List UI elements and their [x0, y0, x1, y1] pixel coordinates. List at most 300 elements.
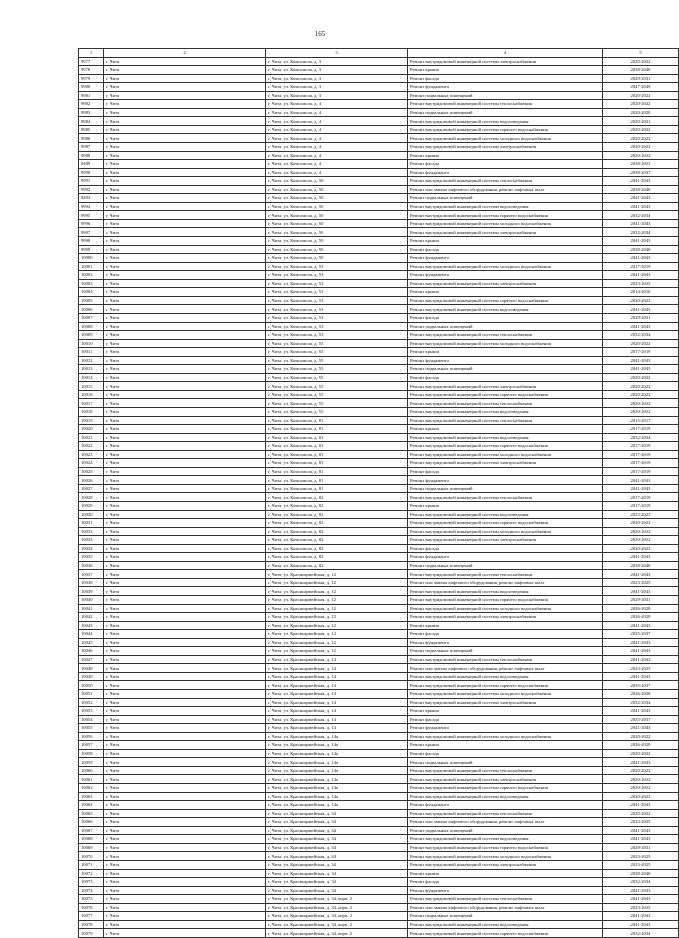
table-row	[79, 83, 679, 92]
table-row	[79, 809, 679, 818]
period-cell: 2020-2022	[603, 732, 679, 741]
row-number-cell: 10010	[79, 339, 104, 348]
address-cell: г. Чита, ул. Комсомола, д. 4	[266, 151, 408, 160]
settlement-cell: г. Чита	[104, 766, 266, 775]
period-cell: 2041-2043	[603, 305, 679, 314]
work-type-cell: Ремонт подвальных помещений	[408, 758, 603, 767]
table-row	[79, 288, 679, 297]
work-type-cell: Ремонт или замена лифтового оборудования, ремонт лифтовых шахт	[408, 664, 603, 673]
work-type-cell: Ремонт подвальных помещений	[408, 194, 603, 203]
address-cell: г. Чита, ул. Комсомола, д. 50	[266, 177, 408, 186]
address-cell: г. Чита, ул. Комсомола, д. 53	[266, 262, 408, 271]
work-type-cell: Ремонт фундамента	[408, 886, 603, 895]
address-cell: г. Чита, ул. Красноармейская, д. 34	[266, 869, 408, 878]
period-cell: 2041-2043	[603, 912, 679, 921]
address-cell: г. Чита, ул. Красноармейская, д. 34, корп. 2	[266, 929, 408, 938]
period-cell: 2020-2022	[603, 792, 679, 801]
work-type-cell: Ремонт внутридомовой инженерной системы водоотведения	[408, 920, 603, 929]
settlement-cell: г. Чита	[104, 177, 266, 186]
address-cell: г. Чита, ул. Красноармейская, д. 12	[266, 621, 408, 630]
work-type-cell: Ремонт внутридомовой инженерной системы водоотведения	[408, 835, 603, 844]
work-type-cell: Ремонт фундамента	[408, 356, 603, 365]
settlement-cell: г. Чита	[104, 331, 266, 340]
address-cell: г. Чита, ул. Красноармейская, д. 12	[266, 596, 408, 605]
row-number-cell: 10011	[79, 348, 104, 357]
row-number-cell: 10000	[79, 254, 104, 263]
address-cell: г. Чита, ул. Комсомола, д. 4	[266, 100, 408, 109]
period-cell: 2017-2019	[603, 501, 679, 510]
address-cell: г. Чита, ул. Красноармейская, д. 12	[266, 630, 408, 639]
row-number-cell: 10079	[79, 929, 104, 938]
period-cell: 2041-2043	[603, 895, 679, 904]
address-cell: г. Чита, ул. Красноармейская, д. 14а	[266, 749, 408, 758]
row-number-cell: 10037	[79, 570, 104, 579]
settlement-cell: г. Чита	[104, 501, 266, 510]
table-row	[79, 835, 679, 844]
address-cell: г. Чита, ул. Комсомола, д. 81	[266, 476, 408, 485]
address-cell: г. Чита, ул. Комсомола, д. 4	[266, 168, 408, 177]
work-type-cell: Ремонт внутридомовой инженерной системы холодного водоснабжения	[408, 604, 603, 613]
table-row	[79, 655, 679, 664]
period-cell: 2041-2043	[603, 724, 679, 733]
address-cell: г. Чита, ул. Комсомола, д. 50	[266, 194, 408, 203]
period-cell: 2032-2034	[603, 331, 679, 340]
settlement-cell: г. Чита	[104, 442, 266, 451]
settlement-cell: г. Чита	[104, 869, 266, 878]
settlement-cell: г. Чита	[104, 587, 266, 596]
settlement-cell: г. Чита	[104, 83, 266, 92]
settlement-cell: г. Чита	[104, 185, 266, 194]
address-cell: г. Чита, ул. Красноармейская, д. 14	[266, 664, 408, 673]
row-number-cell: 10017	[79, 399, 104, 408]
table-row	[79, 296, 679, 305]
row-number-cell: 10063	[79, 792, 104, 801]
table-row	[79, 587, 679, 596]
period-cell: 2041-2043	[603, 237, 679, 246]
settlement-cell: г. Чита	[104, 433, 266, 442]
row-number-cell: 9988	[79, 151, 104, 160]
row-number-cell: 10021	[79, 433, 104, 442]
settlement-cell: г. Чита	[104, 254, 266, 263]
work-type-cell: Ремонт внутридомовой инженерной системы горячего водоснабжения	[408, 784, 603, 793]
address-cell: г. Чита, ул. Красноармейская, д. 34, корп. 2	[266, 903, 408, 912]
address-cell: г. Чита, ул. Красноармейская, д. 14	[266, 690, 408, 699]
work-type-cell: Ремонт внутридомовой инженерной системы электроснабжения	[408, 279, 603, 288]
address-cell: г. Чита, ул. Комсомола, д. 82	[266, 519, 408, 528]
work-type-cell: Ремонт фасада	[408, 878, 603, 887]
period-cell: 2032-2034	[603, 228, 679, 237]
settlement-cell: г. Чита	[104, 279, 266, 288]
address-cell: г. Чита, ул. Комсомола, д. 53	[266, 313, 408, 322]
period-cell: 2020-2022	[603, 544, 679, 553]
work-type-cell: Ремонт фундамента	[408, 83, 603, 92]
period-cell: 2029-2031	[603, 313, 679, 322]
settlement-cell: г. Чита	[104, 826, 266, 835]
settlement-cell: г. Чита	[104, 510, 266, 519]
period-cell: 2020-2022	[603, 527, 679, 536]
work-type-cell: Ремонт фундамента	[408, 168, 603, 177]
address-cell: г. Чита, ул. Комсомола, д. 82	[266, 510, 408, 519]
address-cell: г. Чита, ул. Комсомола, д. 53	[266, 279, 408, 288]
table-row	[79, 912, 679, 921]
period-cell: 2020-2022	[603, 296, 679, 305]
address-cell: г. Чита, ул. Красноармейская, д. 12	[266, 604, 408, 613]
settlement-cell: г. Чита	[104, 348, 266, 357]
work-type-cell: Ремонт внутридомовой инженерной системы горячего водоснабжения	[408, 519, 603, 528]
work-type-cell: Ремонт внутридомовой инженерной системы водоотведения	[408, 202, 603, 211]
table-row	[79, 279, 679, 288]
settlement-cell: г. Чита	[104, 630, 266, 639]
settlement-cell: г. Чита	[104, 647, 266, 656]
table-row	[79, 160, 679, 169]
period-cell: 2041-2043	[603, 254, 679, 263]
work-type-cell: Ремонт внутридомовой инженерной системы электроснабжения	[408, 459, 603, 468]
row-number-cell: 9990	[79, 168, 104, 177]
row-number-cell: 10043	[79, 621, 104, 630]
address-cell: г. Чита, ул. Красноармейская, д. 14	[266, 715, 408, 724]
period-cell: 2035-2037	[603, 715, 679, 724]
work-type-cell: Ремонт внутридомовой инженерной системы водоотведения	[408, 305, 603, 314]
row-number-cell: 10042	[79, 613, 104, 622]
table-row	[79, 373, 679, 382]
address-cell: г. Чита, ул. Комсомола, д. 81	[266, 484, 408, 493]
settlement-cell: г. Чита	[104, 356, 266, 365]
table-row	[79, 407, 679, 416]
address-cell: г. Чита, ул. Красноармейская, д. 12	[266, 570, 408, 579]
work-type-cell: Ремонт внутридомовой инженерной системы холодного водоснабжения	[408, 852, 603, 861]
settlement-cell: г. Чита	[104, 792, 266, 801]
row-number-cell: 10012	[79, 356, 104, 365]
settlement-cell: г. Чита	[104, 245, 266, 254]
address-cell: г. Чита, ул. Красноармейская, д. 34	[266, 835, 408, 844]
address-cell: г. Чита, ул. Комсомола, д. 82	[266, 493, 408, 502]
address-cell: г. Чита, ул. Комсомола, д. 82	[266, 544, 408, 553]
period-cell: 2041-2043	[603, 271, 679, 280]
settlement-cell: г. Чита	[104, 672, 266, 681]
table-row	[79, 852, 679, 861]
period-cell: 2041-2043	[603, 484, 679, 493]
work-type-cell: Ремонт подвальных помещений	[408, 322, 603, 331]
period-cell: 2023-2025	[603, 818, 679, 827]
row-number-cell: 10013	[79, 365, 104, 374]
settlement-cell: г. Чита	[104, 202, 266, 211]
work-type-cell: Ремонт или замена лифтового оборудования, ремонт лифтовых шахт	[408, 185, 603, 194]
row-number-cell: 10002	[79, 271, 104, 280]
row-number-cell: 10014	[79, 373, 104, 382]
period-cell: 2017-2019	[603, 262, 679, 271]
row-number-cell: 9986	[79, 134, 104, 143]
settlement-cell: г. Чита	[104, 143, 266, 152]
settlement-cell: г. Чита	[104, 655, 266, 664]
address-cell: г. Чита, ул. Комсомола, д. 55	[266, 382, 408, 391]
table-row	[79, 151, 679, 160]
period-cell: 2017-2019	[603, 348, 679, 357]
address-cell: г. Чита, ул. Комсомола, д. 82	[266, 553, 408, 562]
address-cell: г. Чита, ул. Красноармейская, д. 34	[266, 852, 408, 861]
work-type-cell: Ремонт фасада	[408, 544, 603, 553]
period-cell: 2023-2025	[603, 279, 679, 288]
address-cell: г. Чита, ул. Комсомола, д. 55	[266, 399, 408, 408]
address-cell: г. Чита, ул. Комсомола, д. 50	[266, 245, 408, 254]
address-cell: г. Чита, ул. Комсомола, д. 55	[266, 373, 408, 382]
row-number-cell: 10008	[79, 322, 104, 331]
work-type-cell: Ремонт внутридомовой инженерной системы горячего водоснабжения	[408, 442, 603, 451]
row-number-cell: 10020	[79, 425, 104, 434]
table-row	[79, 467, 679, 476]
period-cell: 2038-2040	[603, 869, 679, 878]
period-cell: 2020-2021	[603, 117, 679, 126]
period-cell: 2041-2043	[603, 219, 679, 228]
row-number-cell: 9992	[79, 185, 104, 194]
table-row	[79, 382, 679, 391]
row-number-cell: 10074	[79, 886, 104, 895]
settlement-cell: г. Чита	[104, 749, 266, 758]
address-cell: г. Чита, ул. Комсомола, д. 50	[266, 185, 408, 194]
row-number-cell: 10051	[79, 690, 104, 699]
row-number-cell: 10060	[79, 766, 104, 775]
settlement-cell: г. Чита	[104, 715, 266, 724]
settlement-cell: г. Чита	[104, 425, 266, 434]
address-cell: г. Чита, ул. Комсомола, д. 4	[266, 143, 408, 152]
row-number-cell: 9980	[79, 83, 104, 92]
settlement-cell: г. Чита	[104, 339, 266, 348]
row-number-cell: 9982	[79, 100, 104, 109]
period-cell: 2023-2025	[603, 903, 679, 912]
table-row	[79, 339, 679, 348]
row-number-cell: 9489	[79, 160, 104, 169]
settlement-cell: г. Чита	[104, 125, 266, 134]
period-cell: 2017-2019	[603, 467, 679, 476]
settlement-cell: г. Чита	[104, 134, 266, 143]
table-row	[79, 758, 679, 767]
period-cell: 2020-2022	[603, 784, 679, 793]
address-cell: г. Чита, ул. Красноармейская, д. 14	[266, 724, 408, 733]
table-row	[79, 715, 679, 724]
row-number-cell: 9996	[79, 219, 104, 228]
settlement-cell: г. Чита	[104, 450, 266, 459]
period-cell: 2026-2028	[603, 741, 679, 750]
work-type-cell: Ремонт крыши	[408, 621, 603, 630]
period-cell: 2017-2019	[603, 442, 679, 451]
address-cell: г. Чита, ул. Комсомола, д. 3	[266, 74, 408, 83]
address-cell: г. Чита, ул. Комсомола, д. 3	[266, 66, 408, 75]
settlement-cell: г. Чита	[104, 561, 266, 570]
row-number-cell: 10052	[79, 698, 104, 707]
table-row	[79, 553, 679, 562]
table-row	[79, 749, 679, 758]
address-cell: г. Чита, ул. Комсомола, д. 50	[266, 254, 408, 263]
period-cell: 2041-2043	[603, 587, 679, 596]
settlement-cell: г. Чита	[104, 237, 266, 246]
work-type-cell: Ремонт внутридомовой инженерной системы теплоснабжения	[408, 493, 603, 502]
table-row	[79, 211, 679, 220]
table-row	[79, 390, 679, 399]
settlement-cell: г. Чита	[104, 732, 266, 741]
row-number-cell: 10065	[79, 809, 104, 818]
table-row	[79, 578, 679, 587]
period-cell: 2017-2019	[603, 459, 679, 468]
row-number-cell: 10057	[79, 741, 104, 750]
table-row	[79, 903, 679, 912]
table-row	[79, 895, 679, 904]
period-cell: 2017-2019	[603, 450, 679, 459]
work-type-cell: Ремонт крыши	[408, 66, 603, 75]
address-cell: г. Чита, ул. Красноармейская, д. 14	[266, 707, 408, 716]
settlement-cell: г. Чита	[104, 596, 266, 605]
settlement-cell: г. Чита	[104, 843, 266, 852]
settlement-cell: г. Чита	[104, 493, 266, 502]
work-type-cell: Ремонт внутридомовой инженерной системы теплоснабжения	[408, 809, 603, 818]
row-number-cell: 9981	[79, 91, 104, 100]
row-number-cell: 10076	[79, 903, 104, 912]
work-type-cell: Ремонт внутридомовой инженерной системы электроснабжения	[408, 775, 603, 784]
settlement-cell: г. Чита	[104, 151, 266, 160]
work-type-cell: Ремонт крыши	[408, 707, 603, 716]
table-row	[79, 100, 679, 109]
period-cell: 2041-2043	[603, 835, 679, 844]
table-row	[79, 177, 679, 186]
work-type-cell: Ремонт крыши	[408, 237, 603, 246]
work-type-cell: Ремонт фасада	[408, 630, 603, 639]
settlement-cell: г. Чита	[104, 390, 266, 399]
table-row	[79, 484, 679, 493]
address-cell: г. Чита, ул. Комсомола, д. 55	[266, 390, 408, 399]
settlement-cell: г. Чита	[104, 920, 266, 929]
row-number-cell: 10061	[79, 775, 104, 784]
settlement-cell: г. Чита	[104, 835, 266, 844]
settlement-cell: г. Чита	[104, 544, 266, 553]
address-cell: г. Чита, ул. Комсомола, д. 55	[266, 348, 408, 357]
address-cell: г. Чита, ул. Красноармейская, д. 12	[266, 638, 408, 647]
address-cell: г. Чита, ул. Комсомола, д. 53	[266, 305, 408, 314]
table-row	[79, 66, 679, 75]
period-cell: 2038-2040	[603, 185, 679, 194]
work-type-cell: Ремонт внутридомовой инженерной системы холодного водоснабжения	[408, 450, 603, 459]
work-type-cell: Ремонт внутридомовой инженерной системы электроснабжения	[408, 57, 603, 66]
row-number-cell: 10041	[79, 604, 104, 613]
period-cell: 2026-2028	[603, 613, 679, 622]
row-number-cell: 10019	[79, 416, 104, 425]
address-cell: г. Чита, ул. Комсомола, д. 81	[266, 467, 408, 476]
address-cell: г. Чита, ул. Красноармейская, д. 34	[266, 860, 408, 869]
row-number-cell: 9997	[79, 228, 104, 237]
period-cell: 2041-2043	[603, 570, 679, 579]
row-number-cell: 10024	[79, 459, 104, 468]
address-cell: г. Чита, ул. Красноармейская, д. 14а	[266, 758, 408, 767]
work-type-cell: Ремонт внутридомовой инженерной системы горячего водоснабжения	[408, 681, 603, 690]
row-number-cell: 10007	[79, 313, 104, 322]
settlement-cell: г. Чита	[104, 407, 266, 416]
header-col-4: 4	[408, 49, 603, 58]
address-cell: г. Чита, ул. Комсомола, д. 53	[266, 331, 408, 340]
table-row	[79, 168, 679, 177]
table-row	[79, 801, 679, 810]
address-cell: г. Чита, ул. Красноармейская, д. 34, корп. 2	[266, 912, 408, 921]
period-cell: 2041-2043	[603, 553, 679, 562]
row-number-cell: 9978	[79, 66, 104, 75]
work-type-cell: Ремонт фундамента	[408, 271, 603, 280]
row-number-cell: 9979	[79, 74, 104, 83]
period-cell: 2032-2034	[603, 211, 679, 220]
work-type-cell: Ремонт подвальных помещений	[408, 108, 603, 117]
settlement-cell: г. Чита	[104, 66, 266, 75]
period-cell: 2041-2043	[603, 365, 679, 374]
address-cell: г. Чита, ул. Комсомола, д. 53	[266, 271, 408, 280]
address-cell: г. Чита, ул. Красноармейская, д. 14	[266, 698, 408, 707]
work-type-cell: Ремонт фасада	[408, 715, 603, 724]
settlement-cell: г. Чита	[104, 741, 266, 750]
row-number-cell: 10005	[79, 296, 104, 305]
address-cell: г. Чита, ул. Красноармейская, д. 34, корп. 2	[266, 895, 408, 904]
work-type-cell: Ремонт фундамента	[408, 476, 603, 485]
table-row	[79, 741, 679, 750]
row-number-cell: 9983	[79, 108, 104, 117]
row-number-cell: 10050	[79, 681, 104, 690]
work-type-cell: Ремонт внутридомовой инженерной системы теплоснабжения	[408, 766, 603, 775]
address-cell: г. Чита, ул. Комсомола, д. 50	[266, 202, 408, 211]
table-row	[79, 792, 679, 801]
period-cell: 2032-2034	[603, 878, 679, 887]
work-type-cell: Ремонт или замена лифтового оборудования, ремонт лифтовых шахт	[408, 818, 603, 827]
table-row	[79, 775, 679, 784]
row-number-cell: 10038	[79, 578, 104, 587]
period-cell: 2020-2022	[603, 125, 679, 134]
table-row	[79, 886, 679, 895]
period-cell: 2017-2019	[603, 493, 679, 502]
table-row	[79, 185, 679, 194]
settlement-cell: г. Чита	[104, 74, 266, 83]
address-cell: г. Чита, ул. Комсомола, д. 3	[266, 57, 408, 66]
address-cell: г. Чита, ул. Красноармейская, д. 12	[266, 647, 408, 656]
period-cell: 2023-2025	[603, 510, 679, 519]
address-cell: г. Чита, ул. Комсомола, д. 53	[266, 296, 408, 305]
address-cell: г. Чита, ул. Красноармейская, д. 14а	[266, 792, 408, 801]
table-row	[79, 91, 679, 100]
address-cell: г. Чита, ул. Комсомола, д. 82	[266, 527, 408, 536]
work-type-cell: Ремонт внутридомовой инженерной системы горячего водоснабжения	[408, 929, 603, 938]
row-number-cell: 10006	[79, 305, 104, 314]
table-row	[79, 621, 679, 630]
settlement-cell: г. Чита	[104, 117, 266, 126]
row-number-cell: 10031	[79, 519, 104, 528]
row-number-cell: 10016	[79, 390, 104, 399]
work-type-cell: Ремонт внутридомовой инженерной системы горячего водоснабжения	[408, 843, 603, 852]
period-cell: 2029-2031	[603, 596, 679, 605]
table-row	[79, 143, 679, 152]
period-cell: 2020-2022	[603, 519, 679, 528]
table-row	[79, 818, 679, 827]
work-type-cell: Ремонт внутридомовой инженерной системы теплоснабжения	[408, 331, 603, 340]
settlement-cell: г. Чита	[104, 664, 266, 673]
address-cell: г. Чита, ул. Красноармейская, д. 34, корп. 2	[266, 920, 408, 929]
work-type-cell: Ремонт внутридомовой инженерной системы электроснабжения	[408, 698, 603, 707]
period-cell: 2041-2043	[603, 920, 679, 929]
row-number-cell: 10009	[79, 331, 104, 340]
period-cell: 2020-2022	[603, 407, 679, 416]
settlement-cell: г. Чита	[104, 399, 266, 408]
settlement-cell: г. Чита	[104, 100, 266, 109]
work-type-cell: Ремонт подвальных помещений	[408, 561, 603, 570]
work-type-cell: Ремонт внутридомовой инженерной системы холодного водоснабжения	[408, 262, 603, 271]
row-number-cell: 10026	[79, 476, 104, 485]
settlement-cell: г. Чита	[104, 570, 266, 579]
row-number-cell: 9994	[79, 202, 104, 211]
table-row	[79, 433, 679, 442]
settlement-cell: г. Чита	[104, 108, 266, 117]
row-number-cell: 10059	[79, 758, 104, 767]
address-cell: г. Чита, ул. Красноармейская, д. 14	[266, 655, 408, 664]
capital-repair-table	[78, 48, 679, 938]
